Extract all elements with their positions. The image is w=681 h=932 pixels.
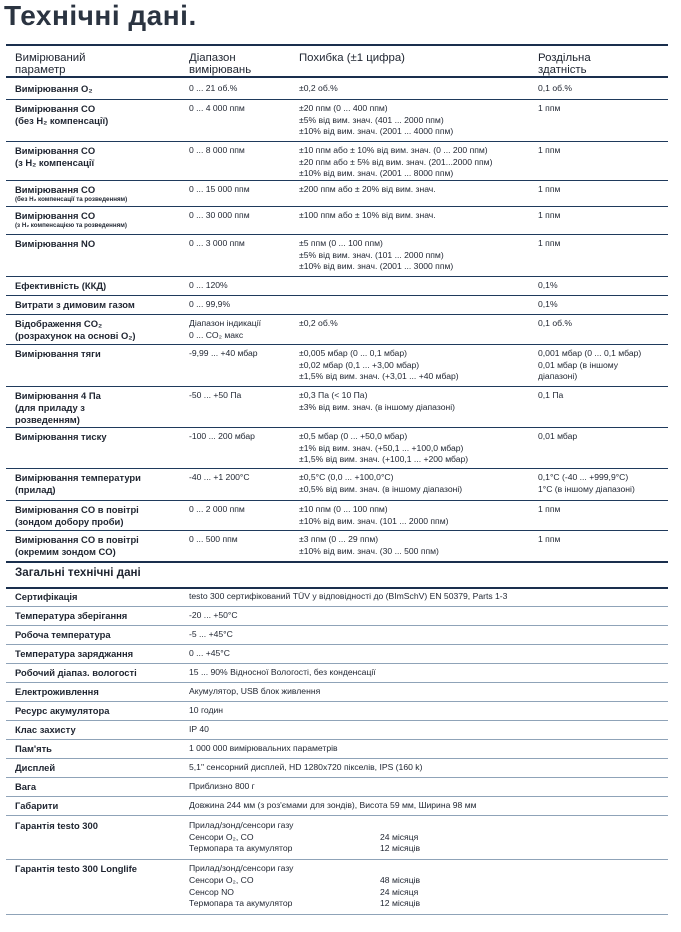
range-cell: Діапазон індикації 0 ... CO₂ макс [189,318,262,340]
accuracy-cell: ±0,2 об.% [299,83,338,93]
param-cell: Вимірювання 4 Па (для приладу з розведенням) [15,390,101,425]
resolution-cell: 0,1% [538,299,558,309]
warranty-term: 12 місяців [380,843,421,854]
resolution-cell: 1 ппм [538,184,561,194]
resolution-cell: 1 ппм [538,103,561,113]
general-value: -20 ... +50°C [189,610,238,620]
accuracy-cell: ±5 ппм (0 ... 100 ппм) ±5% від вим. знач. (101 ... 2000 ппм) ±10% від вим. знач. (2001 ... 3000 ппм) [299,238,454,272]
general-value: 10 годин [189,705,224,715]
row-divider [6,777,668,778]
accuracy-cell: ±0,5 мбар (0 ... +50,0 мбар) ±1% від вим. знач. (+50,1 ... +100,0 мбар) ±1,5% від вим. знач. (+100,1 ... +200 мбар) [299,431,469,465]
row-divider [6,427,668,428]
param-cell: Вимірювання O₂ [15,83,93,94]
resolution-cell: 1 ппм [538,145,561,155]
row-divider [6,663,668,664]
header-resolution: Роздільна здатність [538,52,591,76]
warranty-term: 24 місяця [380,831,419,842]
range-cell: -40 ... +1 200°C [189,472,250,482]
row-divider [6,739,668,740]
accuracy-cell: ±0,3 Па (< 10 Па) ±3% від вим. знач. (в іншому діапазоні) [299,390,455,412]
param-note: (без H₂ компенсації та розведенням) [15,195,128,203]
param-cell: Ефективність (ККД) [15,280,107,291]
warranty-label: Гарантія testo 300 [15,820,98,831]
general-value: Акумулятор, USB блок живлення [189,686,321,696]
resolution-cell: 1 ппм [538,504,561,514]
resolution-cell: 1 ппм [538,238,561,248]
row-divider [6,386,668,387]
param-cell: Вимірювання температури (прилад) [15,472,141,495]
range-cell: 0 ... 2 000 ппм [189,504,245,514]
general-value: 1 000 000 вимірювальних параметрів [189,743,338,753]
general-value: Приблизно 800 г [189,781,255,791]
header-bottom-rule [6,76,668,78]
general-value: Довжина 244 мм (з роз'ємами для зондів), Висота 59 мм, Ширина 98 мм [189,800,477,810]
row-divider [6,606,668,607]
row-divider [6,682,668,683]
range-cell: -100 ... 200 мбар [189,431,255,441]
warranty-label: Гарантія testo 300 Longlife [15,863,137,875]
row-divider [6,859,668,860]
general-section-title: Загальні технічні дані [15,566,141,579]
warranty-term: 12 місяців [380,898,421,909]
general-value: 5,1" сенсорний дисплей, HD 1280x720 пікселів, IPS (160 k) [189,762,423,772]
row-divider [6,206,668,207]
accuracy-cell: ±100 ппм або ± 10% від вим. знач. [299,210,436,220]
accuracy-cell: ±10 ппм або ± 10% від вим. знач. (0 ... 200 ппм) ±20 ппм або ± 5% від вим. знач. (201...2000 ппм) ±10% від вим. знач. (2001 ... 8000 ппм) [299,145,493,179]
general-label: Ресурс акумулятора [15,705,110,716]
row-divider [6,180,668,181]
resolution-cell: 0,1 Па [538,390,564,400]
range-cell: 0 ... 15 000 ппм [189,184,250,194]
header-top-rule [6,44,668,46]
general-label: Електроживлення [15,686,99,697]
warranty-item: Прилад/зонд/сенсори газу [189,820,294,830]
header-accuracy: Похибка (±1 цифра) [299,52,405,64]
resolution-cell: 0,1% [538,280,558,290]
warranty-item: Сенсори O₂, CO [189,874,254,885]
row-divider [6,625,668,626]
range-cell: 0 ... 30 000 ппм [189,210,250,220]
header-range: Діапазон вимірювань [189,52,252,76]
row-divider [6,701,668,702]
param-cell: Вимірювання CO в повітрі (зондом добору проби) [15,504,139,527]
row-divider [6,344,668,345]
resolution-cell: 0,01 мбар [538,431,578,441]
general-label: Вага [15,781,37,792]
range-cell: 0 ... 99,9% [189,299,231,309]
warranty-term: 48 місяців [380,874,421,885]
warranty-item: Прилад/зонд/сенсори газу [189,863,294,874]
row-divider [6,561,668,563]
row-divider [6,758,668,759]
param-cell: Вимірювання тяги [15,348,101,359]
warranty-term: 24 місяця [380,886,419,897]
row-divider [6,500,668,501]
accuracy-cell: ±10 ппм (0 ... 100 ппм) ±10% від вим. знач. (101 ... 2000 ппм) [299,504,449,526]
range-cell: -9,99 ... +40 мбар [189,348,258,358]
row-divider [6,295,668,296]
param-cell: Вимірювання CO в повітрі (окремим зондом CO) [15,534,139,557]
general-label: Температура заряджання [15,648,134,659]
param-cell: Вимірювання CO (з H₂ компенсації [15,145,96,168]
range-cell: 0 ... 120% [189,280,228,290]
row-divider [6,815,668,816]
warranty-item: Термопара та акумулятор [189,843,293,854]
general-label: Габарити [15,800,59,811]
row-divider [6,644,668,645]
resolution-cell: 1 ппм [538,210,561,220]
range-cell: 0 ... 8 000 ппм [189,145,245,155]
resolution-cell: 0,001 мбар (0 ... 0,1 мбар) 0,01 мбар (в іншому діапазоні) [538,348,642,382]
resolution-cell: 1 ппм [538,534,561,544]
general-value: testo 300 сертифікований TÜV у відповідності до (BImSchV) EN 50379, Parts 1-3 [189,591,508,601]
param-note: (з H₂ компенсацією та розведенням) [15,221,127,229]
accuracy-cell: ±0,2 об.% [299,318,338,328]
warranty-item: Термопара та акумулятор [189,898,293,909]
range-cell: -50 ... +50 Па [189,390,242,400]
accuracy-cell: ±0,005 мбар (0 ... 0,1 мбар) ±0,02 мбар (0,1 ... +3,00 мбар) ±1,5% від вим. знач. (+3,01 ... +40 мбар) [299,348,459,382]
row-divider [6,720,668,721]
param-cell: Вимірювання CO (з H₂ компенсацією та розведенням) [15,210,127,229]
row-divider [6,530,668,531]
general-label: Дисплей [15,762,56,773]
general-top-rule [6,587,668,589]
row-divider [6,141,668,142]
general-label: Пам'ять [15,743,52,754]
row-divider [6,796,668,797]
accuracy-cell: ±0,5°C (0,0 ... +100,0°C) ±0,5% від вим. знач. (в іншому діапазоні) [299,472,463,494]
general-label: Сертифікація [15,591,78,602]
range-cell: 0 ... 21 об.% [189,83,238,93]
resolution-cell: 0,1 об.% [538,318,573,328]
header-param: Вимірюваний параметр [15,52,86,76]
param-cell: Вимірювання NO [15,238,96,249]
row-divider [6,234,668,235]
general-value: -5 ... +45°C [189,629,233,639]
row-divider [6,314,668,315]
param-cell: Витрати з димовим газом [15,299,135,310]
general-value: 15 ... 90% Відносної Вологості, без конденсації [189,667,376,677]
range-cell: 0 ... 4 000 ппм [189,103,245,113]
range-cell: 0 ... 500 ппм [189,534,238,544]
row-divider [6,276,668,277]
param-cell: Вимірювання CO (без H₂ компенсації та розведенням) [15,184,128,203]
row-divider [6,468,668,469]
param-cell: Відображення CO₂ (розрахунок на основі O₂) [15,318,136,341]
param-cell: Вимірювання CO (без H₂ компенсації) [15,103,109,126]
row-divider [6,914,668,915]
row-divider [6,99,668,100]
resolution-cell: 0,1 об.% [538,83,573,93]
general-value: IP 40 [189,724,209,734]
general-label: Клас захисту [15,724,76,735]
accuracy-cell: ±20 ппм (0 ... 400 ппм) ±5% від вим. знач. (401 ... 2000 ппм) ±10% від вим. знач. (2001 ... 4000 ппм) [299,103,454,137]
general-label: Робоча температура [15,629,111,640]
general-label: Робочий діапаз. вологості [15,667,137,678]
range-cell: 0 ... 3 000 ппм [189,238,245,248]
general-value: 0 ... +45°C [189,648,230,658]
resolution-cell: 0,1°C (-40 ... +999,9°C) 1°C (в іншому діапазоні) [538,472,635,494]
general-label: Температура зберігання [15,610,128,621]
accuracy-cell: ±3 ппм (0 ... 29 ппм) ±10% від вим. знач. (30 ... 500 ппм) [299,534,439,556]
page-title: Технічні дані. [4,0,197,31]
accuracy-cell: ±200 ппм або ± 20% від вим. знач. [299,184,436,194]
warranty-item: Сенсори O₂, CO [189,831,254,842]
warranty-item: Сенсор NO [189,886,234,897]
param-cell: Вимірювання тиску [15,431,107,442]
